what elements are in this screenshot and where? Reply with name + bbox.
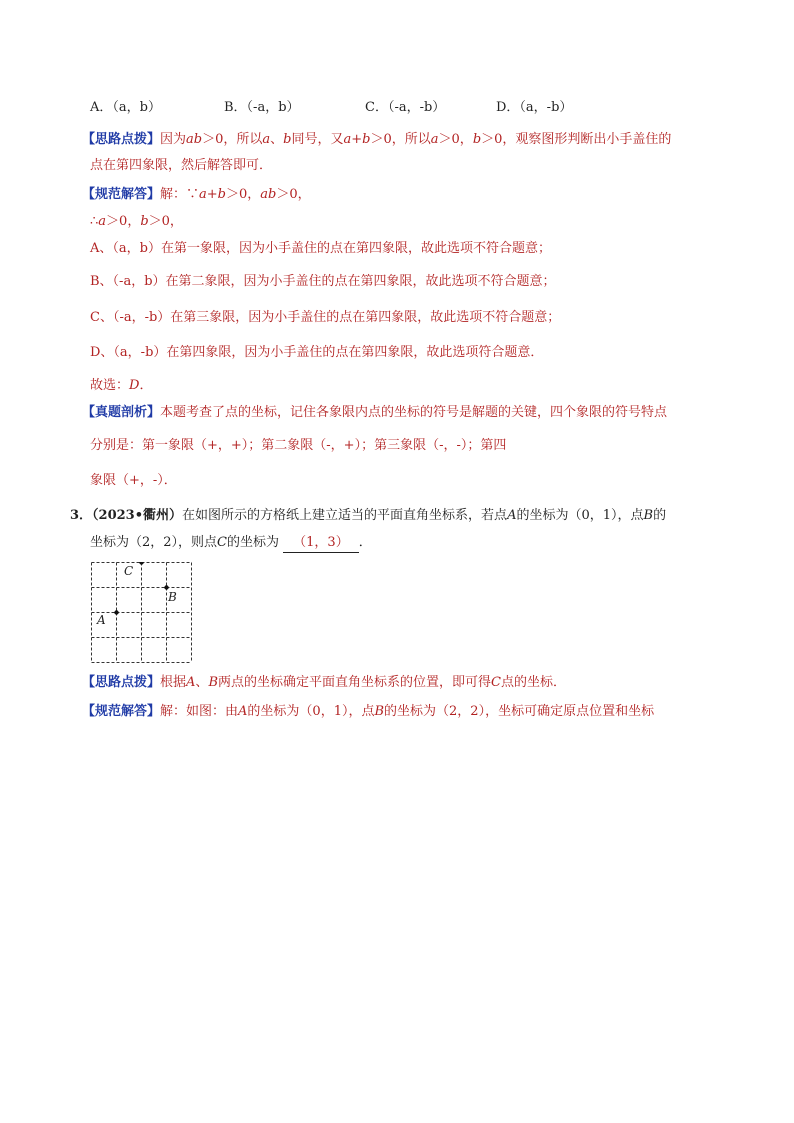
hint-tag: 【思路点拨】 <box>82 132 161 147</box>
solution-2-line: 【规范解答】解：如图：由A的坐标为（0，1），点B的坐标为（2，2），坐标可确定原点位置和坐标 <box>82 704 655 719</box>
option-c: C．（-a，-b） <box>365 100 446 115</box>
question-3-line-2: 坐标为（2，2），则点C的坐标为 （1，3） ． <box>90 534 372 553</box>
answer-blank: （1，3） <box>283 534 359 553</box>
solution-tag: 【规范解答】 <box>82 704 161 719</box>
grid-figure <box>91 562 192 663</box>
solution-1-line-2: ∴a＞0，b＞0， <box>90 214 183 229</box>
label-c: C <box>124 564 134 578</box>
solution-row-b: B、（-a，b）在第二象限，因为小手盖住的点在第四象限，故此选项不符合题意； <box>90 274 556 289</box>
question-source: （2023•衢州） <box>92 508 183 523</box>
hint-1-line-2: 点在第四象限，然后解答即可． <box>90 158 273 173</box>
analysis-tag: 【真题剖析】 <box>82 405 161 420</box>
option-a: A．（a，b） <box>90 100 161 115</box>
solution-1-line-1: 【规范解答】解：∵a+b＞0，ab＞0， <box>82 187 311 202</box>
hint-tag: 【思路点拨】 <box>82 675 161 690</box>
question-number: 3． <box>70 508 93 523</box>
label-b: B <box>168 590 177 604</box>
point-a <box>114 610 118 614</box>
question-3-line-1: 3．（2023•衢州）在如图所示的方格纸上建立适当的平面直角坐标系，若点A的坐标为（0，1），点B的 <box>70 508 667 523</box>
hint-1-line-1: 【思路点拨】因为ab＞0，所以a、b同号，又a+b＞0，所以a＞0，b＞0，观察图形判断出小手盖住的 <box>82 132 672 147</box>
analysis-line-2: 分别是：第一象限（+，+）；第二象限（-，+）；第三象限（-，-）；第四 <box>90 438 507 453</box>
solution-row-c: C、（-a，-b）在第三象限，因为小手盖住的点在第四象限，故此选项不符合题意； <box>90 310 561 325</box>
solution-answer: 故选：D． <box>90 378 153 393</box>
option-b: B．（-a，b） <box>224 100 300 115</box>
grid-svg <box>91 562 192 663</box>
analysis-line-3: 象限（+，-）． <box>90 473 177 488</box>
grid-lines <box>92 563 192 663</box>
point-c <box>139 562 143 565</box>
label-a: A <box>97 613 106 627</box>
hint-2-line: 【思路点拨】根据A、B两点的坐标确定平面直角坐标系的位置，即可得C点的坐标． <box>82 675 566 690</box>
option-d: D．（a，-b） <box>496 100 573 115</box>
solution-tag: 【规范解答】 <box>82 187 161 202</box>
solution-row-d: D、（a，-b）在第四象限，因为小手盖住的点在第四象限，故此选项符合题意． <box>90 345 544 360</box>
analysis-line-1: 【真题剖析】本题考查了点的坐标，记住各象限内点的坐标的符号是解题的关键，四个象限的符号特点 <box>82 405 668 420</box>
solution-row-a: A、（a，b）在第一象限，因为小手盖住的点在第四象限，故此选项不符合题意； <box>90 241 551 256</box>
